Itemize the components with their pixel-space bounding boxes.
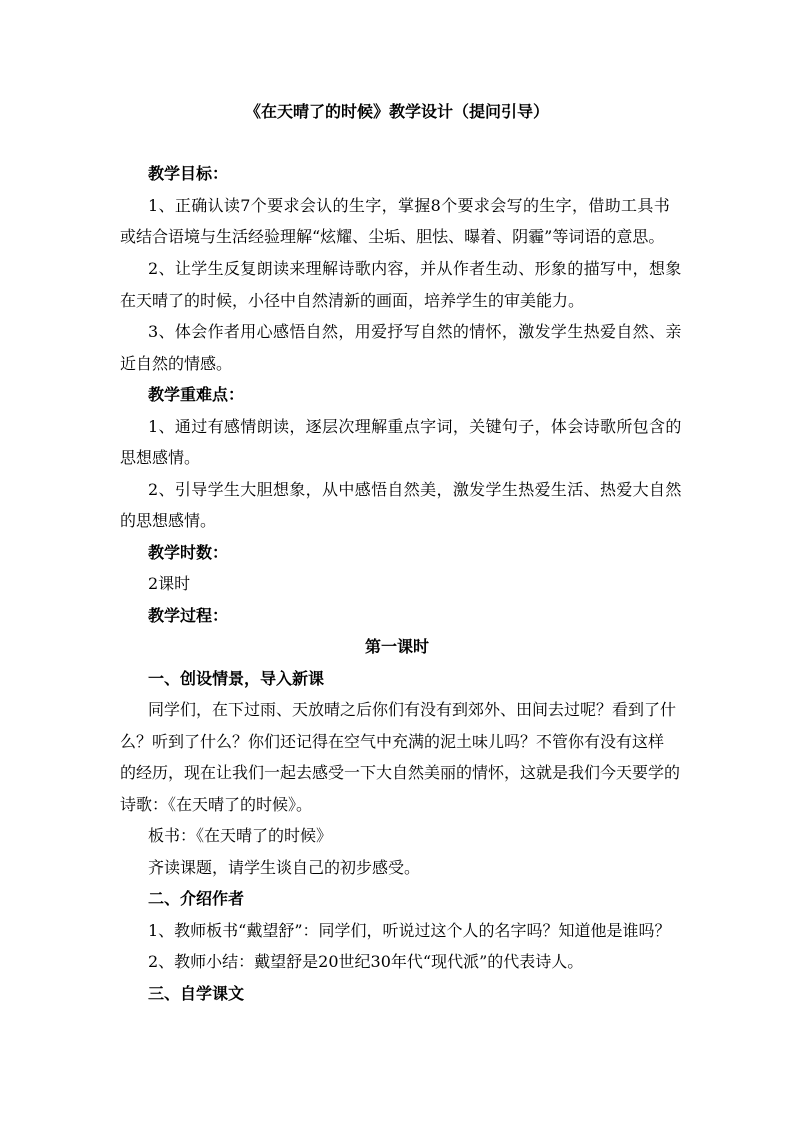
teaching-process-heading: 教学过程： xyxy=(148,606,229,625)
teaching-hours-value: 2课时 xyxy=(148,574,191,593)
teaching-goals-heading: 教学目标： xyxy=(148,164,229,183)
blackboard-note: 板书：《在天晴了的时候》 xyxy=(148,826,333,845)
key-points-heading: 教学重难点： xyxy=(148,385,245,404)
goal-3-line-2: 近自然的情感。 xyxy=(120,354,233,373)
goal-2-line-1: 2、让学生反复朗读来理解诗歌内容，并从作者生动、形象的描写中，想象 xyxy=(148,259,682,278)
section-1-heading: 一、创设情景，导入新课 xyxy=(148,669,325,688)
section-2-item-2: 2、教师小结：戴望舒是20世纪30年代“现代派”的代表诗人。 xyxy=(148,952,584,971)
section-3-heading: 三、自学课文 xyxy=(148,984,245,1003)
goal-3-line-1: 3、体会作者用心感悟自然，用爱抒写自然的情怀，激发学生热爱自然、亲 xyxy=(148,322,682,341)
section-1-paragraph-line-1: 同学们，在下过雨、天放晴之后你们有没有到郊外、田间去过呢？看到了什 xyxy=(148,700,677,719)
section-1-paragraph-line-3: 的经历，现在让我们一起去感受一下大自然美丽的情怀，这就是我们今天要学的 xyxy=(120,763,681,782)
goal-1-line-2: 或结合语境与生活经验理解“炫耀、尘垢、胆怯、曝着、阴霾”等词语的意思。 xyxy=(120,227,665,246)
section-1-paragraph-line-2: 么？听到了什么？你们还记得在空气中充满的泥土味儿吗？不管你有没有这样 xyxy=(120,732,665,751)
key-point-2-line-2: 的思想感情。 xyxy=(120,511,217,530)
section-2-item-1: 1、教师板书“戴望舒”：同学们，听说过这个人的名字吗？知道他是谁吗？ xyxy=(148,921,671,940)
document-title: 《在天晴了的时候》教学设计（提问引导） xyxy=(244,102,549,121)
key-point-2-line-1: 2、引导学生大胆想象，从中感悟自然美，激发学生热爱生活、热爱大自然 xyxy=(148,480,682,499)
key-point-1-line-2: 思想感情。 xyxy=(120,448,201,467)
lesson-one-title: 第一课时 xyxy=(364,637,429,656)
section-2-heading: 二、介绍作者 xyxy=(148,889,245,908)
section-1-paragraph-line-4: 诗歌：《在天晴了的时候》。 xyxy=(120,795,313,814)
read-title-instruction: 齐读课题，请学生谈自己的初步感受。 xyxy=(148,858,421,877)
goal-1-line-1: 1、正确认读7个要求会认的生字，掌握8个要求会写的生字，借助工具书 xyxy=(148,196,671,215)
goal-2-line-2: 在天晴了的时候，小径中自然清新的画面，培养学生的审美能力。 xyxy=(120,291,585,310)
teaching-hours-heading: 教学时数： xyxy=(148,543,229,562)
key-point-1-line-1: 1、通过有感情朗读，逐层次理解重点字词，关键句子，体会诗歌所包含的 xyxy=(148,417,682,436)
